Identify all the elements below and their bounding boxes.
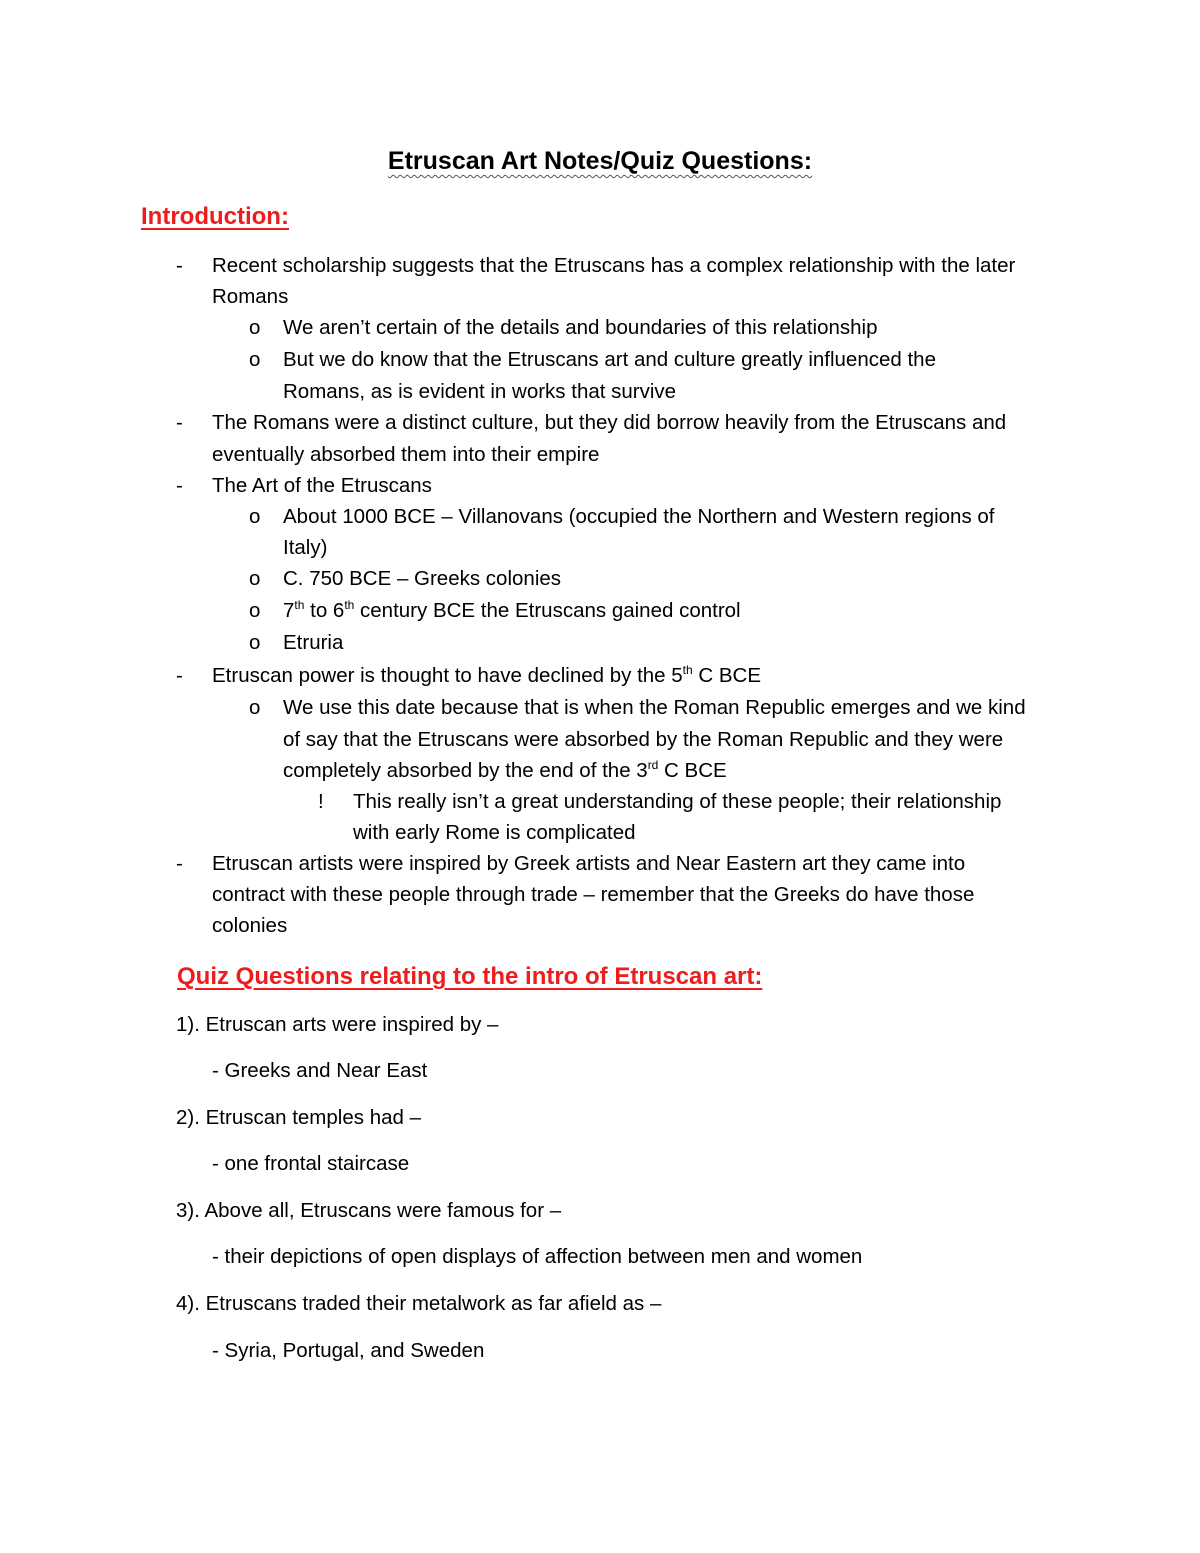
quiz-question: 2). Etruscan temples had – [176, 1106, 421, 1129]
dash-marker: - [176, 852, 183, 875]
quiz-answer: - their depictions of open displays of affection between men and women [212, 1245, 863, 1268]
quiz-answer: - Syria, Portugal, and Sweden [212, 1339, 485, 1362]
note-line: Etruria [283, 631, 344, 654]
dash-marker: - [176, 474, 183, 497]
note-line: 7th to 6th century BCE the Etruscans gained control [283, 598, 741, 622]
circle-marker: o [249, 599, 261, 622]
note-line: This really isn’t a great understanding of these people; their relationship [353, 790, 1002, 813]
circle-marker: o [249, 567, 261, 590]
note-line: Recent scholarship suggests that the Etruscans has a complex relationship with the later [212, 254, 1016, 277]
quiz-heading: Quiz Questions relating to the intro of Etruscan art: [177, 963, 763, 990]
note-line: Romans, as is evident in works that survive [283, 380, 677, 403]
quiz-answer: - one frontal staircase [212, 1152, 410, 1175]
exclamation-marker: ! [318, 790, 324, 813]
note-line: About 1000 BCE – Villanovans (occupied the Northern and Western regions of [283, 505, 995, 528]
note-line: with early Rome is complicated [353, 821, 636, 844]
note-line: Etruscan power is thought to have declined by the 5th C BCE [212, 663, 762, 687]
document-title: Etruscan Art Notes/Quiz Questions: [387, 147, 813, 175]
circle-marker: o [249, 505, 261, 528]
note-line: completely absorbed by the end of the 3rd C BCE [283, 758, 727, 782]
note-line: colonies [212, 914, 288, 937]
note-line: Etruscan artists were inspired by Greek artists and Near Eastern art they came into [212, 852, 966, 875]
note-line: Italy) [283, 536, 328, 559]
quiz-answer: - Greeks and Near East [212, 1059, 428, 1082]
circle-marker: o [249, 316, 261, 339]
quiz-question: 3). Above all, Etruscans were famous for – [176, 1199, 562, 1222]
note-line: C. 750 BCE – Greeks colonies [283, 567, 562, 590]
note-line: We aren’t certain of the details and boundaries of this relationship [283, 316, 878, 339]
dash-marker: - [176, 411, 183, 434]
note-line: eventually absorbed them into their empire [212, 443, 600, 466]
note-line: of say that the Etruscans were absorbed by the Roman Republic and they were [283, 728, 1004, 751]
quiz-question: 4). Etruscans traded their metalwork as far afield as – [176, 1292, 662, 1315]
dash-marker: - [176, 664, 183, 687]
note-line: We use this date because that is when the Roman Republic emerges and we kind [283, 696, 1026, 719]
dash-marker: - [176, 254, 183, 277]
note-line: The Romans were a distinct culture, but they did borrow heavily from the Etruscans and [212, 411, 1007, 434]
note-line: contract with these people through trade – remember that the Greeks do have those [212, 883, 975, 906]
circle-marker: o [249, 348, 261, 371]
note-line: The Art of the Etruscans [212, 474, 432, 497]
note-line: Romans [212, 285, 289, 308]
introduction-heading: Introduction: [141, 203, 289, 230]
quiz-question: 1). Etruscan arts were inspired by – [176, 1013, 499, 1036]
note-line: But we do know that the Etruscans art and culture greatly influenced the [283, 348, 936, 371]
circle-marker: o [249, 696, 261, 719]
circle-marker: o [249, 631, 261, 654]
